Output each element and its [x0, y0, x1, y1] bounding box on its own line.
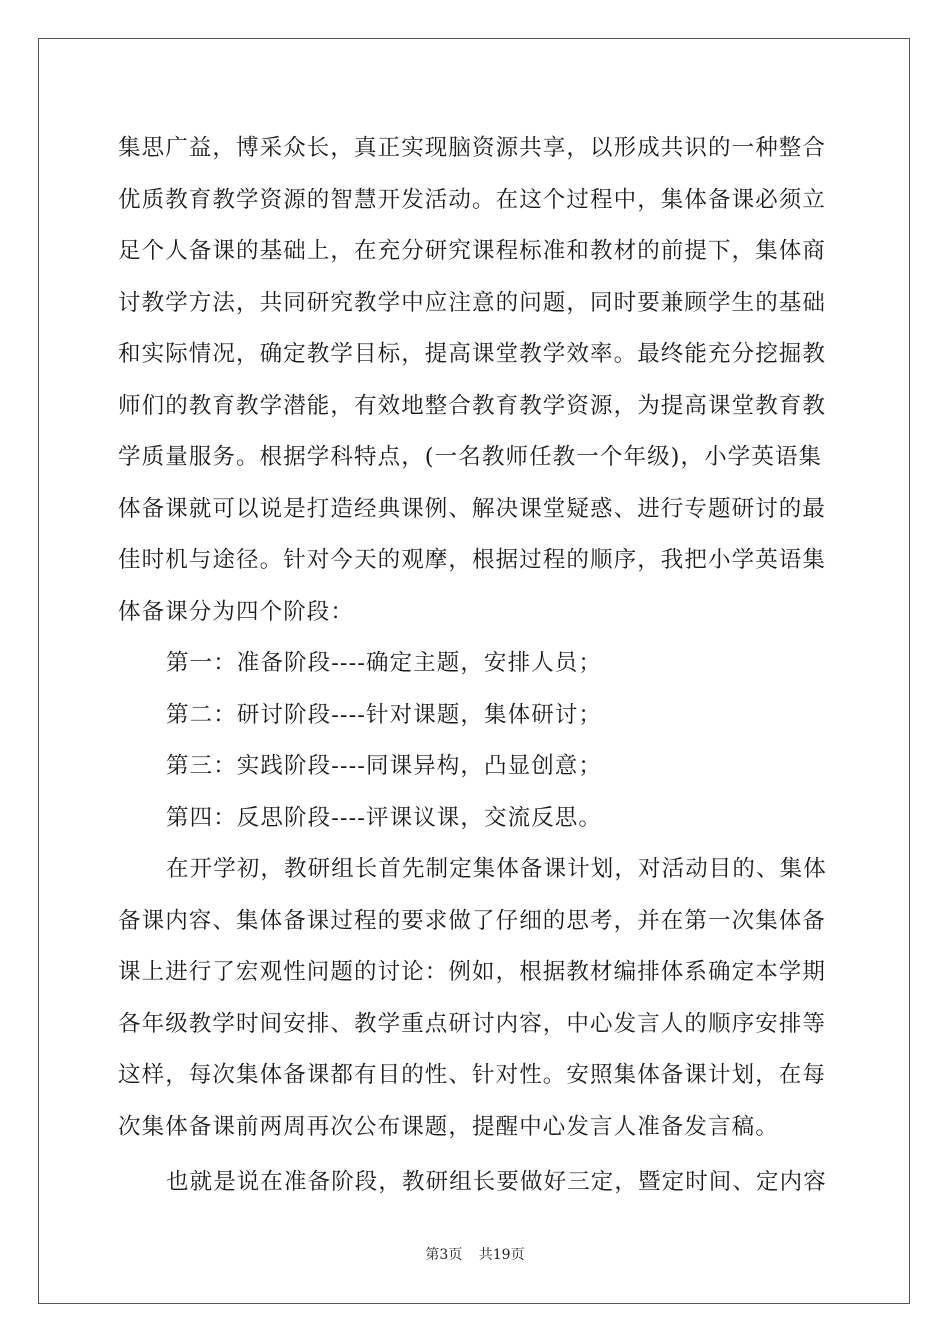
text-line: 和实际情况，确定教学目标，提高课堂教学效率。最终能充分挖掘教 — [118, 341, 827, 367]
page-number: 第3页 — [425, 1247, 463, 1263]
text-line: 次集体备课前两周再次公布课题，提醒中心发言人准备发言稿。 — [118, 1113, 779, 1140]
text-line: 佳时机与途径。针对今天的观摩，根据过程的顺序，我把小学英语集 — [118, 547, 827, 573]
text-line: 这样，每次集体备课都有目的性、针对性。安照集体备课计划，在每 — [118, 1062, 827, 1088]
text-line: 足个人备课的基础上，在充分研究课程标准和教材的前提下，集体商 — [118, 238, 827, 264]
text-line: 集思广益，博采众长，真正实现脑资源共享，以形成共识的一种整合 — [118, 135, 827, 161]
stage-item-2: 第二：研讨阶段----针对课题，集体研讨； — [166, 701, 603, 728]
text-line: 各年级教学时间安排、教学重点研讨内容，中心发言人的顺序安排等 — [118, 1010, 827, 1037]
text-line: 讨教学方法，共同研究教学中应注意的问题，同时要兼顾学生的基础 — [118, 289, 827, 316]
text-line: 师们的教育教学潜能，有效地整合教育教学资源，为提高课堂教育教 — [118, 392, 827, 419]
text-line: 体备课分为四个阶段： — [118, 598, 355, 625]
text-line: 课上进行了宏观性问题的讨论：例如，根据教材编排体系确定本学期 — [118, 959, 827, 985]
paragraph-start: 在开学初，教研组长首先制定集体备课计划，对活动目的、集体 — [166, 856, 827, 882]
text-line: 备课内容、集体备课过程的要求做了仔细的思考，并在第一次集体备 — [118, 907, 827, 934]
text-line: 学质量服务。根据学科特点，(一名教师任教一个年级)，小学英语集 — [118, 444, 823, 470]
text-line: 体备课就可以说是打造经典课例、解决课堂疑惑、进行专题研讨的最 — [118, 495, 827, 522]
paragraph-start: 也就是说在准备阶段，教研组长要做好三定，暨定时间、定内容 — [166, 1169, 827, 1195]
total-pages: 共19页 — [478, 1247, 525, 1263]
document-body — [118, 123, 838, 1209]
page-footer — [0, 1244, 950, 1264]
stage-item-3: 第三：实践阶段----同课异构，凸显创意； — [166, 753, 603, 779]
stage-item-1: 第一：准备阶段----确定主题，安排人员； — [166, 650, 603, 676]
text-line: 优质教育教学资源的智慧开发活动。在这个过程中，集体备课必须立 — [118, 186, 827, 213]
stage-item-4: 第四：反思阶段----评课议课，交流反思。 — [166, 804, 603, 831]
